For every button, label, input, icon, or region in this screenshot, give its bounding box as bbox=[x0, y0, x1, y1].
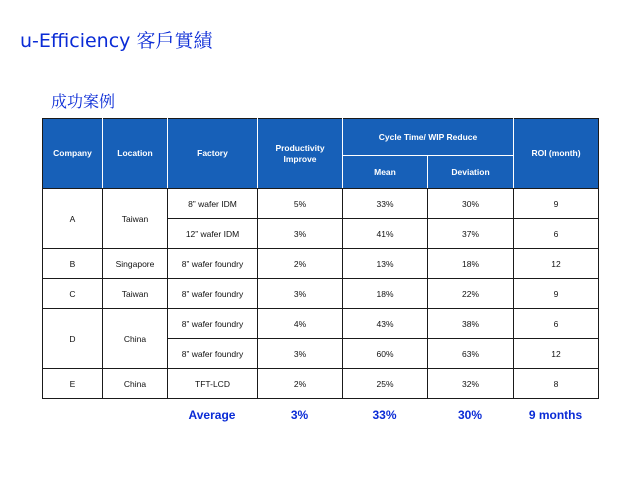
cell-mean: 60% bbox=[343, 339, 428, 369]
cell-location: Taiwan bbox=[103, 189, 168, 249]
cell-mean: 18% bbox=[343, 279, 428, 309]
cell-deviation: 18% bbox=[428, 249, 514, 279]
cell-roi: 12 bbox=[514, 249, 599, 279]
header-roi: ROI (month) bbox=[514, 119, 599, 189]
table-body bbox=[43, 189, 599, 399]
cell-factory: 12” wafer IDM bbox=[168, 219, 258, 249]
average-row bbox=[42, 408, 598, 426]
cell-mean: 43% bbox=[343, 309, 428, 339]
cell-roi: 12 bbox=[514, 339, 599, 369]
cell-productivity: 3% bbox=[258, 279, 343, 309]
cell-company: B bbox=[43, 249, 103, 279]
average-label: Average bbox=[188, 408, 236, 422]
cell-deviation: 32% bbox=[428, 369, 514, 399]
average-deviation: 30% bbox=[457, 408, 483, 422]
cell-location: China bbox=[103, 309, 168, 369]
cell-mean: 41% bbox=[343, 219, 428, 249]
table-row bbox=[43, 189, 599, 219]
average-productivity: 3% bbox=[290, 408, 309, 422]
average-roi: 9 months bbox=[528, 408, 583, 422]
cell-factory: TFT-LCD bbox=[168, 369, 258, 399]
cell-productivity: 3% bbox=[258, 339, 343, 369]
cell-deviation: 22% bbox=[428, 279, 514, 309]
header-cycle-time: Cycle Time/ WIP Reduce bbox=[343, 119, 514, 156]
cell-factory: 8” wafer foundry bbox=[168, 249, 258, 279]
cell-mean: 25% bbox=[343, 369, 428, 399]
cell-company: A bbox=[43, 189, 103, 249]
cell-company: C bbox=[43, 279, 103, 309]
table-row bbox=[43, 369, 599, 399]
header-location: Location bbox=[103, 119, 168, 189]
cell-factory: 8” wafer foundry bbox=[168, 339, 258, 369]
table-row bbox=[43, 309, 599, 339]
cell-deviation: 37% bbox=[428, 219, 514, 249]
cell-location: Singapore bbox=[103, 249, 168, 279]
average-mean: 33% bbox=[372, 408, 397, 422]
cell-roi: 8 bbox=[514, 369, 599, 399]
cell-productivity: 2% bbox=[258, 369, 343, 399]
cell-factory: 8” wafer foundry bbox=[168, 279, 258, 309]
cell-mean: 33% bbox=[343, 189, 428, 219]
table-row bbox=[43, 279, 599, 309]
section-title: 成功案例 bbox=[51, 92, 116, 111]
table-row bbox=[43, 249, 599, 279]
cell-roi: 6 bbox=[514, 309, 599, 339]
cell-company: D bbox=[43, 309, 103, 369]
cell-location: China bbox=[103, 369, 168, 399]
header-company: Company bbox=[43, 119, 103, 189]
cell-productivity: 4% bbox=[258, 309, 343, 339]
cell-location: Taiwan bbox=[103, 279, 168, 309]
cell-deviation: 30% bbox=[428, 189, 514, 219]
cell-productivity: 2% bbox=[258, 249, 343, 279]
cell-factory: 8” wafer foundry bbox=[168, 309, 258, 339]
cell-mean: 13% bbox=[343, 249, 428, 279]
header-factory: Factory bbox=[168, 119, 258, 189]
cell-deviation: 38% bbox=[428, 309, 514, 339]
header-productivity: Productivity Improve bbox=[258, 119, 343, 189]
cell-roi: 9 bbox=[514, 279, 599, 309]
header-deviation: Deviation bbox=[428, 156, 514, 189]
cell-productivity: 5% bbox=[258, 189, 343, 219]
cell-productivity: 3% bbox=[258, 219, 343, 249]
cell-roi: 6 bbox=[514, 219, 599, 249]
cell-factory: 8” wafer IDM bbox=[168, 189, 258, 219]
cell-roi: 9 bbox=[514, 189, 599, 219]
results-table bbox=[42, 118, 599, 399]
header-mean: Mean bbox=[343, 156, 428, 189]
page-title: u-Efficiency 客戶實績 bbox=[20, 30, 213, 52]
cell-company: E bbox=[43, 369, 103, 399]
cell-deviation: 63% bbox=[428, 339, 514, 369]
